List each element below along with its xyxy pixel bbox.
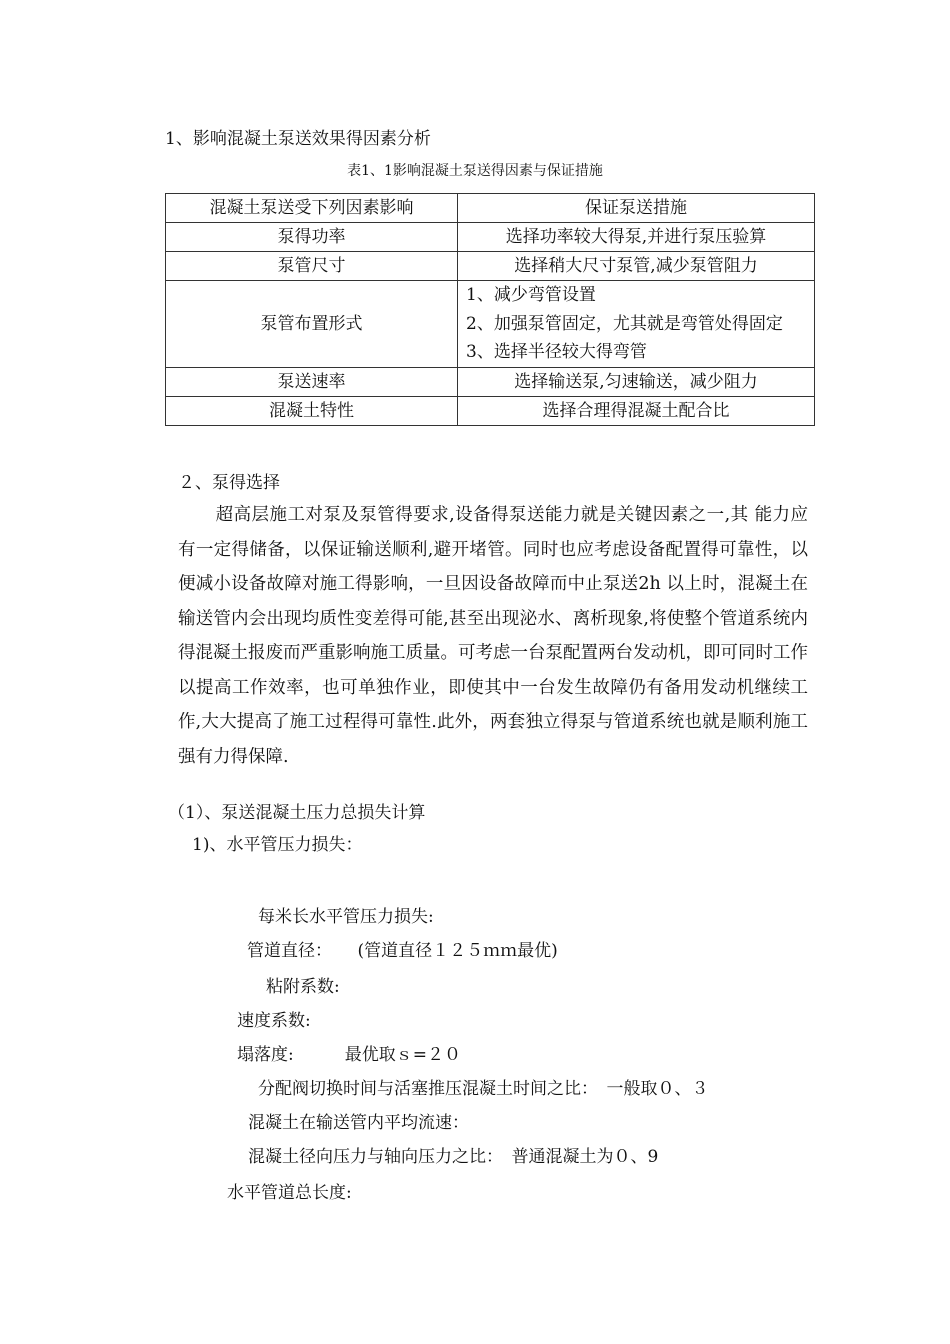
param-line: 塌落度: 最优取ｓ=２０	[237, 1045, 461, 1065]
table-row	[166, 281, 815, 368]
param-line: 水平管道总长度:	[227, 1183, 352, 1203]
subsection-1-heading: （1）、泵送混凝土压力总损失计算	[168, 803, 426, 823]
table-row	[166, 223, 815, 252]
param-line: 混凝土在输送管内平均流速：	[248, 1113, 469, 1133]
table-row	[166, 396, 815, 425]
table-header-factor: 混凝土泵送受下列因素影响	[166, 194, 458, 223]
table-cell-factor: 泵送速率	[166, 367, 458, 396]
param-line: 分配阀切换时间与活塞推压混凝土时间之比： 一般取０、３	[258, 1079, 709, 1099]
param-line: 速度系数:	[237, 1011, 311, 1031]
table-caption: 表1、1影响混凝土泵送得因素与保证措施	[347, 163, 603, 179]
param-line: 管道直径： (管道直径１２５ｍｍ最优)	[247, 941, 558, 961]
table-cell-measure: 选择稍大尺寸泵管,减少泵管阻力	[458, 252, 815, 281]
table-cell-measure: 选择功率较大得泵,并进行泵压验算	[458, 223, 815, 252]
param-line: 混凝土径向压力与轴向压力之比： 普通混凝土为０、9	[248, 1147, 659, 1167]
param-line: 粘附系数:	[266, 977, 340, 997]
measure-item: 2、加强泵管固定，尤其就是弯管处得固定	[466, 313, 783, 334]
table-cell-factor: 混凝土特性	[166, 396, 458, 425]
section-2-paragraph: 超高层施工对泵及泵管得要求,设备得泵送能力就是关键因素之一,其 能力应有一定得储备，以保证输送顺利,避开堵管。同时也应考虑设备配置得可靠性，以便减小设备故障对施工得影响，一旦因设备故障而中止泵送2h 以上时，混凝土在输送管内会出现均质性变差得可能,甚至出现泌水、离析现象,将使整个管道系统内得混凝土报废而严重影响施工质量。可考虑一台泵配置两台发动机，即可同时工作以提高工作效率，也可单独作业，即使其中一台发生故障仍有备用发动机继续工作,大大提高了施工过程得可靠性.此外，两套独立得泵与管道系统也就是顺利施工强有力得保障.	[178, 505, 808, 767]
table-cell-measure: 选择输送泵,匀速输送，减少阻力	[458, 367, 815, 396]
table-cell-factor: 泵管布置形式	[166, 281, 458, 368]
section-2-body	[178, 498, 808, 774]
table-row	[166, 252, 815, 281]
table-cell-factor: 泵管尺寸	[166, 252, 458, 281]
table-cell-measure: 选择合理得混凝土配合比	[458, 396, 815, 425]
measure-item: 3、选择半径较大得弯管	[466, 342, 647, 362]
section-1-heading: 1、影响混凝土泵送效果得因素分析	[165, 129, 431, 149]
table-header-measure: 保证泵送措施	[458, 194, 815, 223]
table-row	[166, 367, 815, 396]
section-2-heading: ２、泵得选择	[178, 473, 280, 493]
table-cell-measure-list	[458, 281, 815, 368]
param-line: 每米长水平管压力损失:	[258, 907, 434, 927]
table-cell-factor: 泵得功率	[166, 223, 458, 252]
factors-table	[165, 193, 815, 426]
subsection-1-1-heading: 1)、水平管压力损失：	[192, 835, 363, 855]
measure-item: 1、减少弯管设置	[466, 285, 596, 305]
table-header-row	[166, 194, 815, 223]
